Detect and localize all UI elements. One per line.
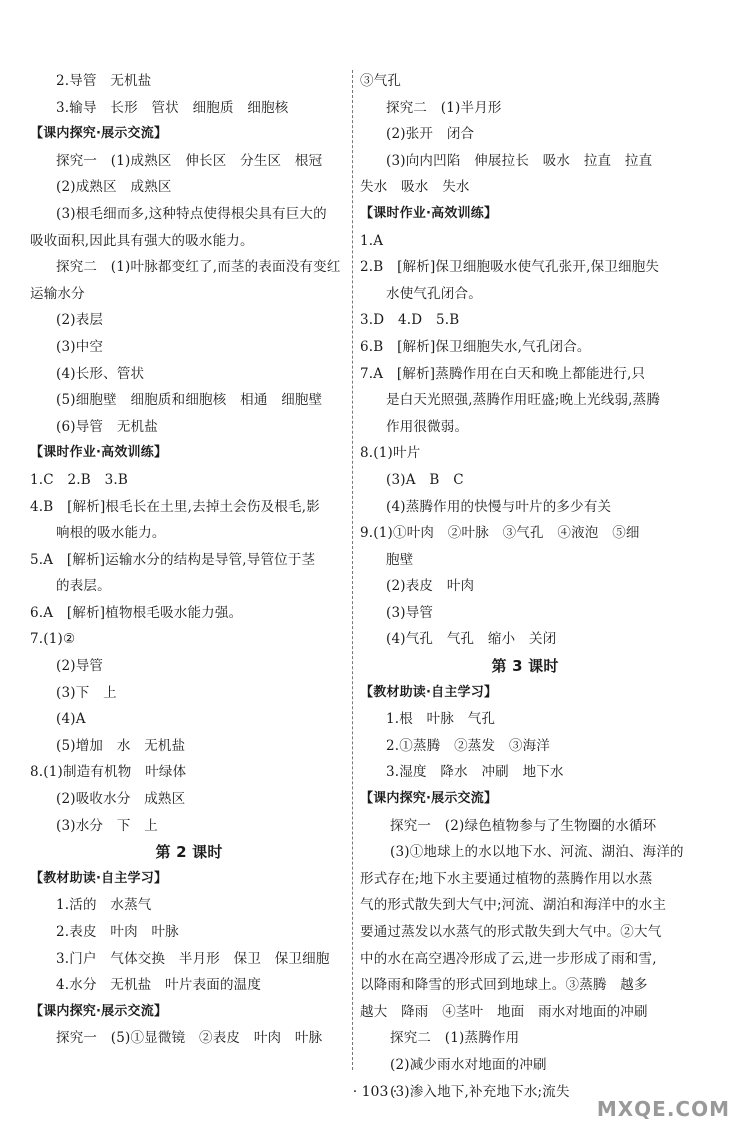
answer-line: (6)导管 无机盐	[56, 418, 158, 435]
answer-line: (4)长形、管状	[56, 365, 145, 382]
answer-line: 2.①蒸腾 ②蒸发 ③海洋	[386, 737, 550, 754]
answer-line: 胞壁	[386, 551, 414, 568]
answer-line: 4.水分 无机盐 叶片表面的温度	[56, 977, 262, 994]
answer-line: 7.(1)②	[30, 631, 76, 648]
answer-line: (3)下 上	[56, 684, 117, 701]
answer-line: 8.(1)叶片	[360, 445, 421, 462]
answer-line: (3)A B C	[386, 471, 464, 488]
answer-line: (2)成熟区 成熟区	[56, 179, 172, 196]
answer-line: 3.D 4.D 5.B	[360, 312, 460, 329]
section-header: 【教材助读·自主学习】	[30, 870, 168, 886]
answer-line: 要通过蒸发以水蒸气的形式散失到大气中。②大气	[360, 924, 662, 940]
answer-line: 3.门户 气体交换 半月形 保卫 保卫细胞	[56, 950, 330, 967]
lesson-title: 第 3 课时	[491, 657, 559, 676]
answer-line: (3)导管	[386, 604, 434, 621]
section-header: 【课内探究·展示交流】	[30, 126, 168, 142]
answer-line: (4)A	[56, 711, 86, 728]
right-column	[360, 68, 690, 1105]
answer-line: 2.B [解析]保卫细胞吸水使气孔张开,保卫细胞失	[360, 259, 660, 276]
answer-line: (3)①地球上的水以地下水、河流、湖泊、海洋的	[390, 844, 684, 861]
answer-line: (2)吸收水分 成熟区	[56, 791, 186, 808]
answer-line: 响根的吸水能力。	[56, 525, 166, 542]
answer-line: (2)张开 闭合	[386, 126, 475, 143]
watermark-logo: MXQE.COM	[596, 1097, 730, 1121]
column-divider	[352, 70, 353, 1070]
answer-line: (3)根毛细而多,这种特点使得根尖具有巨大的	[56, 205, 327, 222]
answer-line: 探究二 (1)叶脉都变红了,而茎的表面没有变红	[56, 259, 341, 276]
page-number: · 103 ·	[352, 1084, 398, 1100]
answer-line: 1.A	[360, 232, 384, 249]
answer-line: 4.B [解析]根毛长在土里,去掉土会伤及根毛,影	[30, 498, 320, 515]
lesson-title: 第 2 课时	[155, 843, 223, 862]
answer-line: 越大 降雨 ④茎叶 地面 雨水对地面的冲刷	[360, 1003, 648, 1020]
answer-line: 8.(1)制造有机物 叶绿体	[30, 764, 187, 781]
answer-line: 探究一 (2)绿色植物参与了生物圈的水循环	[390, 817, 657, 834]
section-header: 【课内探究·展示交流】	[30, 1003, 168, 1019]
answer-line: 探究二 (1)半月形	[386, 99, 502, 116]
answer-line: 气的形式散失到大气中;河流、湖泊和海洋中的水主	[360, 897, 667, 914]
answer-line: (4)气孔 气孔 缩小 关闭	[386, 631, 557, 648]
answer-line: (3)渗入地下,补充地下水;流失	[390, 1083, 570, 1100]
answer-line: (3)水分 下 上	[56, 817, 158, 834]
answer-line: 5.A [解析]运输水分的结构是导管,导管位于茎	[30, 551, 316, 568]
section-header: 【教材助读·自主学习】	[360, 684, 498, 700]
answer-line: 2.导管 无机盐	[56, 73, 152, 89]
answer-line: 3.输导 长形 管状 细胞质 细胞核	[56, 99, 289, 116]
left-column	[30, 68, 348, 1052]
answer-line: 1.C 2.B 3.B	[30, 471, 129, 488]
answer-line: 是白天光照强,蒸腾作用旺盛;晚上光线弱,蒸腾	[386, 392, 661, 409]
answer-line: 运输水分	[30, 285, 85, 302]
answer-line: 9.(1)①叶肉 ②叶脉 ③气孔 ④液泡 ⑤细	[360, 525, 640, 542]
answer-line: (3)中空	[56, 338, 104, 355]
answer-line: 水使气孔闭合。	[386, 285, 482, 302]
answer-line: (2)表皮 叶肉	[386, 578, 475, 595]
answer-line: (2)导管	[56, 658, 104, 675]
answer-line: 作用很微弱。	[386, 418, 469, 435]
answer-line: 探究二 (1)蒸腾作用	[390, 1030, 520, 1047]
answer-line: 6.A [解析]植物根毛吸水能力强。	[30, 604, 243, 621]
section-header: 【课内探究·展示交流】	[360, 791, 498, 807]
answer-line: (2)表层	[56, 312, 104, 329]
section-header: 【课时作业·高效训练】	[360, 205, 498, 221]
answer-line: 的表层。	[56, 578, 111, 595]
answer-line: (5)增加 水 无机盐	[56, 737, 186, 754]
answer-line: 中的水在高空遇冷形成了云,进一步形成了雨和雪,	[360, 950, 657, 967]
answer-line: 探究一 (1)成熟区 伸长区 分生区 根冠	[56, 152, 323, 169]
answer-line: 3.湿度 降水 冲刷 地下水	[386, 764, 564, 781]
answer-line: 探究一 (5)①显微镜 ②表皮 叶肉 叶脉	[56, 1030, 323, 1047]
answer-line: (4)蒸腾作用的快慢与叶片的多少有关	[386, 498, 612, 515]
answer-line: 2.表皮 叶肉 叶脉	[56, 924, 179, 940]
answer-line: ③气孔	[360, 73, 402, 89]
answer-line: 吸收面积,因此具有强大的吸水能力。	[30, 232, 254, 249]
answer-line: 失水 吸水 失水	[360, 179, 470, 196]
section-header: 【课时作业·高效训练】	[30, 445, 168, 461]
answer-line: 形式存在;地下水主要通过植物的蒸腾作用以水蒸	[360, 870, 653, 887]
answer-line: 7.A [解析]蒸腾作用在白天和晚上都能进行,只	[360, 365, 646, 382]
answer-line: (5)细胞壁 细胞质和细胞核 相通 细胞壁	[56, 392, 323, 409]
answer-line: 6.B [解析]保卫细胞失水,气孔闭合。	[360, 338, 591, 355]
answer-line: 以降雨和降雪的形式回到地球上。③蒸腾 越多	[360, 977, 648, 994]
answer-line: (3)向内凹陷 伸展拉长 吸水 拉直 拉直	[386, 152, 653, 169]
answer-line: 1.活的 水蒸气	[56, 897, 152, 914]
answer-line: (2)减少雨水对地面的冲刷	[390, 1056, 547, 1073]
answer-line: 1.根 叶脉 气孔	[386, 711, 496, 728]
